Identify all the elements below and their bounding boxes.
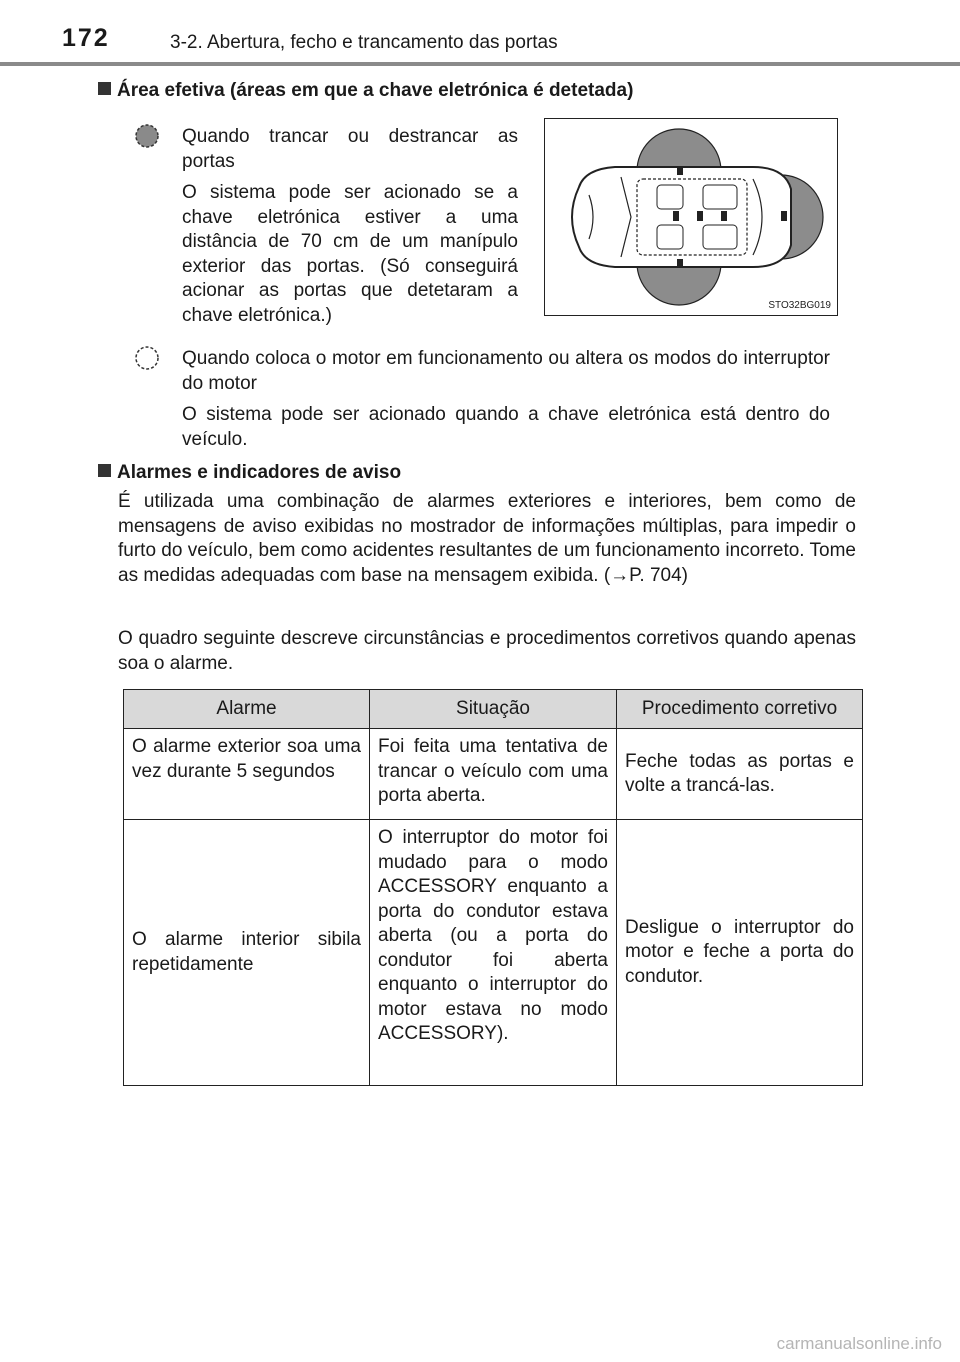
column-header-situation: Situação: [370, 690, 617, 729]
table-row: [124, 820, 863, 1086]
table-cell: Feche todas as portas e volte a trancá-las.: [617, 729, 863, 820]
table-row: [124, 729, 863, 820]
effective-area-heading: Área efetiva (áreas em que a chave eletrónica é detetada): [98, 80, 633, 102]
diagram-code: STO32BG019: [768, 300, 831, 311]
zone-front-door: [637, 129, 721, 171]
table-header-row: [124, 690, 863, 729]
square-bullet-icon: [98, 82, 111, 95]
detection-area-diagram: [544, 118, 838, 316]
alarms-paragraph-2: O quadro seguinte descreve circunstâncias e procedimentos corretivos quando apenas soa o alarme.: [118, 628, 856, 674]
table-cell: Desligue o interruptor do motor e feche a porta do condutor.: [617, 820, 863, 1086]
item-engine-start-title: Quando coloca o motor em funcionamento ou altera os modos do interruptor do motor: [182, 348, 830, 394]
page-header: [0, 0, 960, 66]
item-lock-unlock-title: Quando trancar ou destrancar as portas: [182, 126, 518, 172]
zone-rear-door: [637, 263, 721, 305]
table-cell: O alarme interior sibila repetidamente: [124, 820, 370, 1086]
alarms-heading: Alarmes e indicadores de aviso: [98, 462, 401, 484]
alarm-table: [123, 689, 863, 1086]
table-cell: O interruptor do motor foi mudado para o modo ACCESSORY enquanto a porta do condutor estava aberta (ou a porta do condutor foi aberta enquanto o interruptor do motor estava no modo ACCESSORY).: [370, 820, 617, 1086]
car-body: [572, 167, 791, 267]
header-rule: [0, 62, 960, 66]
alarms-paragraph-1: É utilizada uma combinação de alarmes exteriores e interiores, bem como de mensagens de aviso exibidas no mostrador de informações múltiplas, para impedir o furto do veículo, bem como acidentes resultantes de um funcionamento incorreto. Tome as medidas adequadas com base na mensagem exibida. (→P. 704): [118, 491, 856, 586]
page-number: 172: [62, 24, 110, 52]
dashed-circle-bullet-icon: [134, 123, 160, 149]
watermark: carmanualsonline.info: [776, 1334, 942, 1353]
section-title: 3-2. Abertura, fecho e trancamento das portas: [170, 32, 558, 53]
table-cell: Foi feita uma tentativa de trancar o veículo com uma porta aberta.: [370, 729, 617, 820]
table-cell: O alarme exterior soa uma vez durante 5 segundos: [124, 729, 370, 820]
column-header-procedure: Procedimento corretivo: [617, 690, 863, 729]
item-lock-unlock-body: O sistema pode ser acionado se a chave eletrónica estiver a uma distância de 70 cm de um manípulo exterior das portas. (Só conseguirá acionar as portas que detetaram a chave eletrónica.): [182, 182, 518, 326]
item-engine-start-body: O sistema pode ser acionado quando a chave eletrónica está dentro do veículo.: [182, 404, 830, 450]
column-header-alarm: Alarme: [124, 690, 370, 729]
car-top-view-illustration: [545, 119, 837, 315]
square-bullet-icon: [98, 464, 111, 477]
dashed-circle-outline-bullet-icon: [134, 345, 160, 371]
